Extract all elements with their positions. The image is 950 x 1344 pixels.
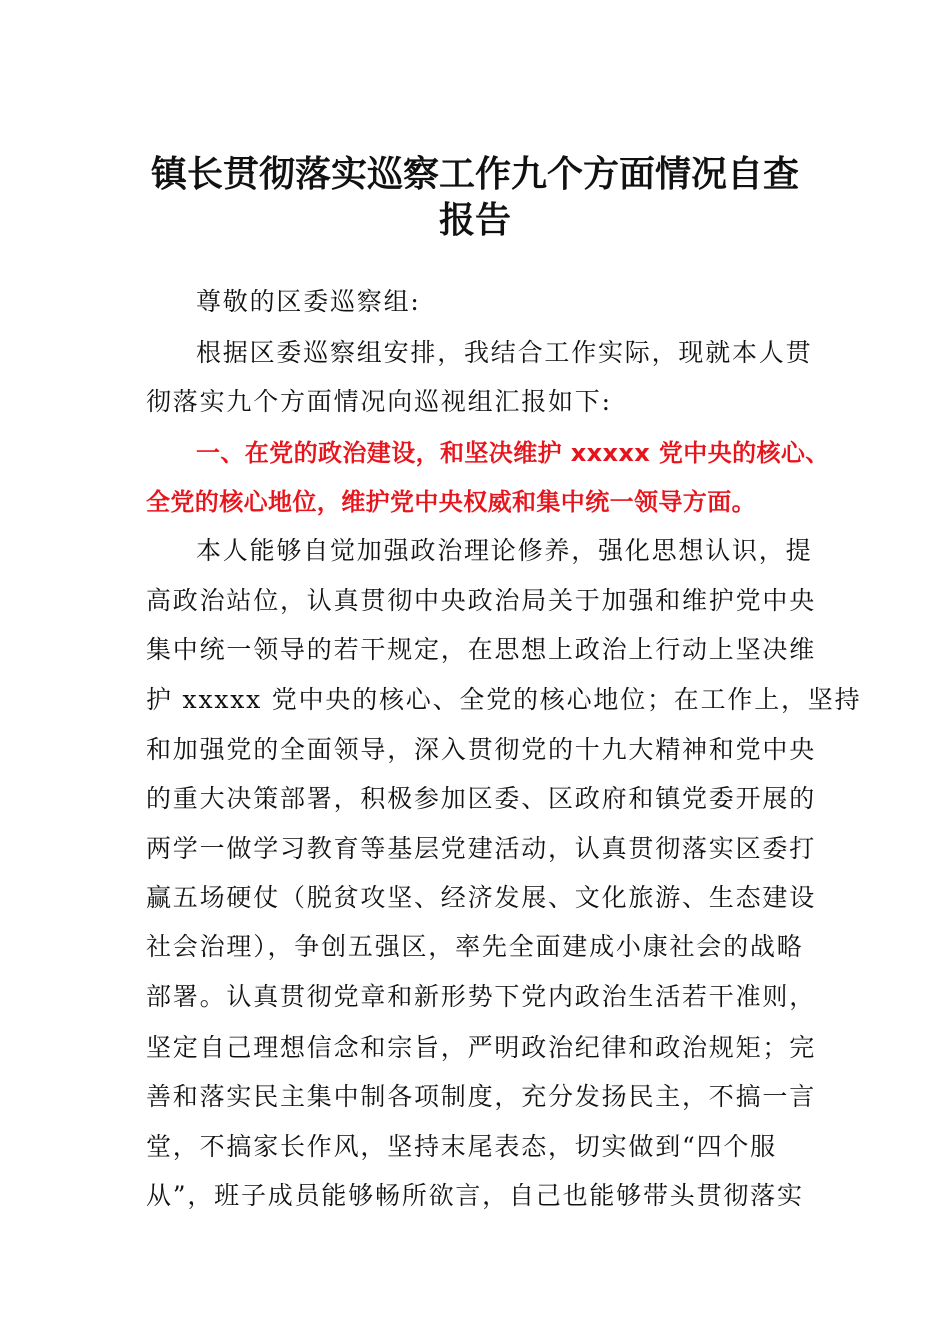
document-title-line-2: 报告 — [438, 200, 511, 241]
section-heading-line-2: 全党的核心地位，维护党中央权威和集中统一领导方面。 — [146, 488, 756, 516]
intro-line-1: 根据区委巡察组安排，我结合工作实际，现就本人贯 — [196, 338, 813, 367]
body-line: 的重大决策部署，积极参加区委、区政府和镇党委开展的 — [146, 784, 817, 813]
body-line: 本人能够自觉加强政治理论修养，强化思想认识，提 — [196, 536, 813, 565]
body-line: 堂，不搞家长作风，坚持末尾表态，切实做到“四个服 — [146, 1132, 777, 1161]
body-line: 两学一做学习教育等基层党建活动，认真贯彻落实区委打 — [146, 834, 817, 863]
body-line: 集中统一领导的若干规定，在思想上政治上行动上坚决维 — [146, 635, 817, 664]
body-line: 从”，班子成员能够畅所欲言，自己也能够带头贯彻落实 — [146, 1181, 804, 1210]
body-line: 坚定自己理想信念和宗旨，严明政治纪律和政治规矩；完 — [146, 1033, 817, 1062]
body-line: 高政治站位，认真贯彻中央政治局关于加强和维护党中央 — [146, 586, 817, 615]
body-line: 和加强党的全面领导，深入贯彻党的十九大精神和党中央 — [146, 735, 817, 764]
body-line: 善和落实民主集中制各项制度，充分发扬民主，不搞一言 — [146, 1082, 817, 1111]
document-title-line-1: 镇长贯彻落实巡察工作九个方面情况自查 — [150, 154, 799, 195]
body-line: 护 xxxxx 党中央的核心、全党的核心地位；在工作上，坚持 — [146, 685, 862, 714]
section-heading-line-1: 一、在党的政治建设，和坚决维护 xxxxx 党中央的核心、 — [196, 439, 830, 467]
body-line: 社会治理），争创五强区，率先全面建成小康社会的战略 — [146, 932, 804, 961]
body-line: 部署。认真贯彻党章和新形势下党内政治生活若干准则， — [146, 982, 817, 1011]
salutation: 尊敬的区委巡察组: — [196, 287, 421, 316]
body-line: 赢五场硬仗（脱贫攻坚、经济发展、文化旅游、生态建设 — [146, 883, 817, 912]
intro-line-2: 彻落实九个方面情况向巡视组汇报如下: — [146, 387, 612, 416]
